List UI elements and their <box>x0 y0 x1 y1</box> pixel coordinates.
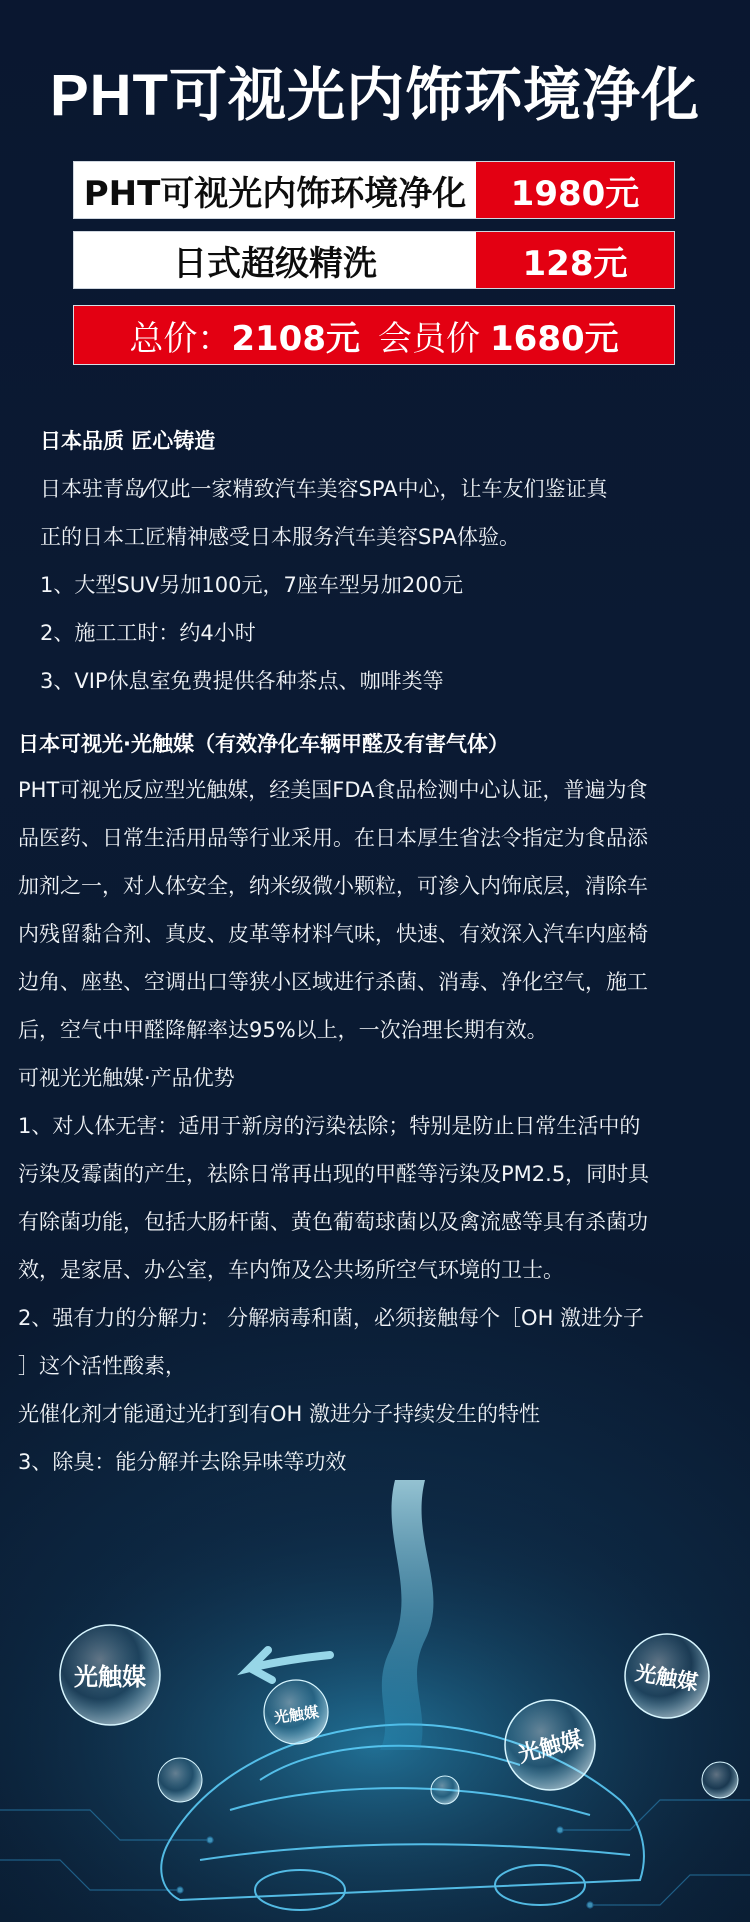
advantage-line: 3、除臭：能分解并去除异味等功效 <box>18 1450 347 1474</box>
intro-line: 日本驻青岛⁄仅此一家精致汽车美容SPA中心，让车友们鉴证真 <box>40 477 608 501</box>
price-item-name: PHT可视光内饰环境净化 <box>74 162 476 218</box>
bubble-label: 光触媒 <box>515 1726 586 1769</box>
list-item: 2、施工工时：约4小时 <box>40 621 256 645</box>
price-item-value: 128元 <box>476 232 674 288</box>
price-table <box>73 161 675 301</box>
bubble-label: 光触媒 <box>633 1660 700 1696</box>
price-item-value: 1980元 <box>476 162 674 218</box>
total-price-bar <box>73 305 675 365</box>
quality-section <box>40 423 720 705</box>
description-line: PHT可视光反应型光触媒，经美国FDA食品检测中心认证，普遍为食 <box>18 778 648 802</box>
advantage-line: 2、强有力的分解力： 分解病毒和菌，必须接触每个［OH 激进分子 <box>18 1306 645 1330</box>
total-label: 总价： <box>129 318 232 359</box>
photocatalyst-bubble <box>625 1634 709 1718</box>
description-paragraph <box>18 766 738 1054</box>
advantage-line: 效，是家居、办公室，车内饰及公共场所空气环境的卫士。 <box>18 1258 564 1282</box>
price-row <box>73 231 675 289</box>
photocatalyst-bubble <box>60 1625 160 1725</box>
section-title: 日本可视光·光触媒（有效净化车辆甲醛及有害气体） <box>18 732 509 756</box>
photocatalyst-section <box>18 726 738 1486</box>
photocatalyst-bubble <box>264 1680 328 1744</box>
description-line: 边角、座垫、空调出口等狭小区域进行杀菌、消毒、净化空气，施工 <box>18 970 648 994</box>
description-line: 后，空气中甲醛降解率达95%以上，一次治理长期有效。 <box>18 1018 548 1042</box>
section-title: 日本品质 匠心铸造 <box>40 429 216 453</box>
total-value: 2108元 <box>231 318 360 359</box>
page-title: PHT可视光内饰环境净化 <box>49 63 700 128</box>
intro-line: 正的日本工匠精神感受日本服务汽车美容SPA体验。 <box>40 525 521 549</box>
bubble-label: 光触媒 <box>74 1663 146 1691</box>
description-line: 品医药、日常生活用品等行业采用。在日本厚生省法令指定为食品添 <box>18 826 648 850</box>
list-item: 1、大型SUV另加100元，7座车型另加200元 <box>40 573 463 597</box>
photocatalyst-bubble <box>505 1700 595 1790</box>
member-price-value: 1680元 <box>490 318 619 359</box>
description-line: 内残留黏合剂、真皮、皮革等材料气味，快速、有效深入汽车内座椅 <box>18 922 648 946</box>
advantage-line: 污染及霉菌的产生，祛除日常再出现的甲醛等污染及PM2.5，同时具 <box>18 1162 650 1186</box>
bubble-label: 光触媒 <box>272 1702 320 1728</box>
description-line: 加剂之一，对人体安全，纳米级微小颗粒，可渗入内饰底层，清除车 <box>18 874 648 898</box>
advantage-line: 1、对人体无害：适用于新房的污染祛除；特别是防止日常生活中的 <box>18 1114 641 1138</box>
advantage-line: 有除菌功能，包括大肠杆菌、黄色葡萄球菌以及禽流感等具有杀菌功 <box>18 1210 648 1234</box>
member-price-label: 会员价 <box>378 318 480 359</box>
price-item-name: 日式超级精洗 <box>74 232 476 288</box>
list-item: 3、VIP休息室免费提供各种茶点、咖啡类等 <box>40 669 444 693</box>
price-row <box>73 161 675 219</box>
car-illustration <box>0 1480 750 1922</box>
advantages-title: 可视光光触媒·产品优势 <box>18 1066 235 1090</box>
advantage-line: ］这个活性酸素， <box>18 1354 186 1378</box>
advantage-line: 光催化剂才能通过光打到有OH 激进分子持续发生的特性 <box>18 1402 540 1426</box>
